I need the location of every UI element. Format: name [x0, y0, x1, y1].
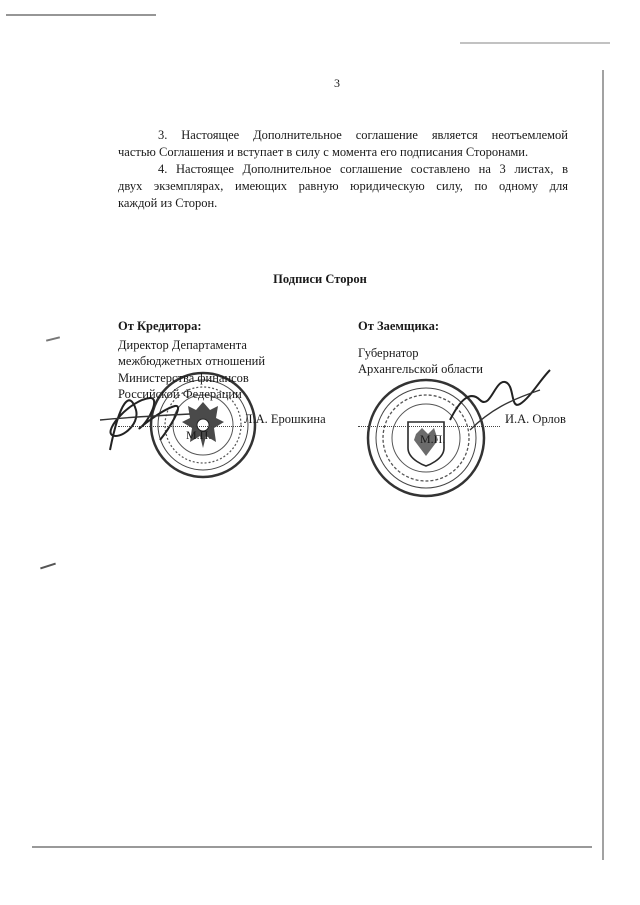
creditor-title-line: Министерства финансов — [118, 370, 249, 385]
creditor-title-line: Российской Федерации — [118, 387, 242, 401]
clause-3 — [118, 127, 568, 161]
borrower-signature-line — [358, 426, 500, 427]
borrower-signer-name: И.А. Орлов — [505, 412, 566, 426]
borrower-block — [358, 318, 483, 378]
margin-mark — [46, 336, 60, 341]
clause-3-line: частью Соглашения и вступает в силу с момента его подписания Сторонами. — [118, 145, 529, 159]
scan-artifact-right-edge — [602, 70, 604, 860]
page-number: 3 — [334, 76, 340, 90]
clause-4-line: каждой из Сторон. — [118, 196, 218, 210]
creditor-heading: От Кредитора: — [118, 319, 202, 333]
borrower-title-line: Губернатор — [358, 345, 419, 360]
margin-mark — [40, 563, 56, 570]
clause-4 — [118, 161, 568, 212]
creditor-block — [118, 318, 265, 403]
clause-4-line: 4. Настоящее Дополнительное соглашение составлено на 3 листах, в — [158, 162, 568, 176]
scan-artifact-top-left — [6, 14, 156, 16]
creditor-signature-line — [118, 426, 244, 427]
signatures-heading: Подписи Сторон — [273, 272, 367, 286]
creditor-title-line: межбюджетных отношений — [118, 354, 266, 368]
borrower-seal-mark: М.П. — [420, 432, 446, 446]
clause-4-line: двух экземплярах, имеющих равную юридическую силу, по одному для — [118, 179, 568, 193]
clause-3-line: 3. Настоящее Дополнительное соглашение является неотъемлемой — [158, 128, 568, 142]
borrower-heading: От Заемщика: — [358, 319, 440, 333]
borrower-title-line: Архангельской области — [358, 362, 483, 376]
creditor-signer-name: Л.А. Ерошкина — [244, 412, 326, 426]
scan-artifact-top-right — [460, 42, 610, 44]
scan-artifact-bottom-edge — [32, 846, 592, 848]
creditor-seal-mark: М.П. — [186, 428, 212, 442]
creditor-title-line: Директор Департамента — [118, 337, 247, 352]
